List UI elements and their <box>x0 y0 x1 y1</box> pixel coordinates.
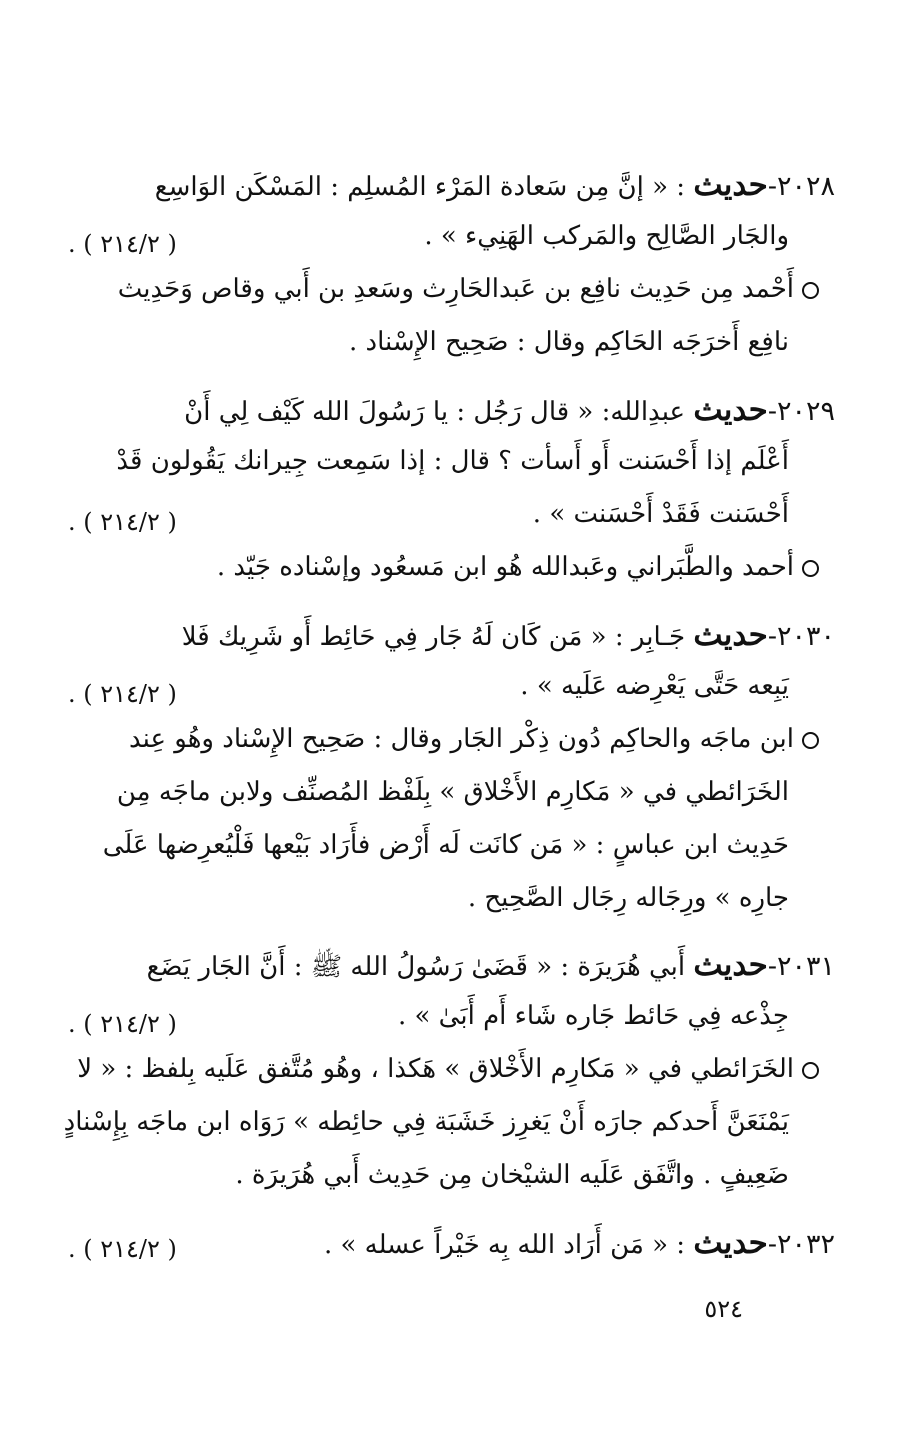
hadith-keyword: حديث <box>693 1225 768 1261</box>
circle-bullet-icon <box>802 1062 819 1079</box>
takhrij-note <box>0 1056 897 1082</box>
note-text: أحمد والطَّبَراني وعَبدالله هُو ابن مَسعُود وإسْناده جَيّد . <box>216 552 794 582</box>
hadith-text: جَـابِر : « مَن كَان لَهُ جَار فِي حَائِط أَو شَرِيك فَلا <box>181 622 694 652</box>
hadith-heading-2028 <box>0 167 897 203</box>
hadith-keyword: حديث <box>693 947 768 983</box>
note-text: الخَرَائطي في « مَكارِم الأَخْلاق » بِلَفْظ المُصنِّف ولابن ماجَه مِن <box>116 777 789 807</box>
page-number: ٥٢٤ <box>704 1295 743 1323</box>
hadith-heading-2029 <box>0 392 897 428</box>
circle-bullet-icon <box>802 732 819 749</box>
note-text: يَمْنَعَنَّ أَحدكم جارَه أَنْ يَغرِز خَشَبَة فِي حائِطه » رَوَاه ابن ماجَه بِإِسْنادٍ <box>63 1107 789 1137</box>
circle-bullet-icon <box>802 560 819 577</box>
hadith-number: ٢٠٣١- <box>767 951 835 982</box>
note-text: ابن ماجَه والحاكِم دُون ذِكْر الجَار وقال : صَحِيح الإِسْناد وهُو عِند <box>129 724 794 754</box>
note-text: أَحْمد مِن حَدِيث نافِع بن عَبدالحَارِث وسَعدِ بن أَبي وقاص وَحَدِيث <box>117 274 794 304</box>
note-text: جارِه » ورِجَاله رِجَال الصَّحِيح . <box>467 883 789 913</box>
hadith-number: ٢٠٣٢- <box>767 1229 835 1260</box>
note-text: حَدِيث ابن عباسٍ : « مَن كانَت لَه أَرْض فأَرَاد بَيْعها فَلْيُعرِضها عَلَى <box>102 830 789 860</box>
reference: ( ٢١٤/٢ ) . <box>68 680 177 708</box>
takhrij-note-line <box>0 779 897 805</box>
hadith-number: ٢٠٣٠- <box>767 621 835 652</box>
hadith-text: أَحْسَنت فَقَدْ أَحْسَنت » . <box>532 499 789 529</box>
hadith-keyword: حديث <box>693 167 768 203</box>
hadith-text: : « مَن أَرَاد الله بِه خَيْراً عسله » . <box>323 1230 694 1260</box>
hadith-heading-2030 <box>0 617 897 653</box>
hadith-heading-2031 <box>0 947 897 983</box>
hadith-text: أَعْلَم إذا أَحْسَنت أَو أَسأت ؟ قال : إذا سَمِعت جِيرانك يَقُولون قَدْ <box>116 446 789 476</box>
takhrij-note-line <box>0 832 897 858</box>
reference: ( ٢١٤/٢ ) . <box>68 1010 177 1038</box>
takhrij-note-line <box>0 1109 897 1135</box>
takhrij-note <box>0 726 897 752</box>
hadith-text: والجَار الصَّالِح والمَركب الهَنِيء » . <box>424 221 789 251</box>
note-text: ضَعِيفٍ . واتَّفَق عَلَيه الشيْخان مِن حَدِيث أَبي هُرَيرَة . <box>235 1160 789 1190</box>
hadith-text: يَبِعه حَتَّى يَعْرِضه عَلَيه » . <box>520 671 789 701</box>
takhrij-note-line <box>0 885 897 911</box>
hadith-keyword: حديث <box>693 617 768 653</box>
note-text: الخَرَائطي في « مَكارِم الأَخْلاق » هَكذا ، وهُو مُتَّفق عَلَيه بِلفظ : « لا <box>77 1054 794 1084</box>
hadith-number: ٢٠٢٩- <box>767 396 835 427</box>
hadith-number: ٢٠٢٨- <box>767 171 835 202</box>
note-text: نافِع أَخرَجَه الحَاكِم وقال : صَحِيح الإِسْناد . <box>349 327 789 357</box>
circle-bullet-icon <box>802 282 819 299</box>
reference: ( ٢١٤/٢ ) . <box>68 508 177 536</box>
hadith-keyword: حديث <box>693 392 768 428</box>
reference: ( ٢١٤/٢ ) . <box>68 230 177 258</box>
takhrij-note-line <box>0 329 897 355</box>
hadith-text: أَبي هُرَيرَة : « قَضَىٰ رَسُولُ الله ﷺ : أَنَّ الجَار يَضَع <box>146 952 694 982</box>
hadith-text: عبدِالله: « قال رَجُل : يا رَسُولَ الله كَيْف لِي أَنْ <box>184 397 694 427</box>
reference: ( ٢١٤/٢ ) . <box>68 1235 177 1263</box>
takhrij-note <box>0 554 897 580</box>
hadith-text: جِذْعه فِي حَائط جَاره شَاء أَم أَبَىٰ » . <box>397 1001 789 1031</box>
takhrij-note <box>0 276 897 302</box>
hadith-text: : « إنَّ مِن سَعادة المَرْء المُسلِم : المَسْكَن الوَاسِع <box>154 172 694 202</box>
hadith-text-line <box>0 448 897 474</box>
takhrij-note-line <box>0 1162 897 1188</box>
